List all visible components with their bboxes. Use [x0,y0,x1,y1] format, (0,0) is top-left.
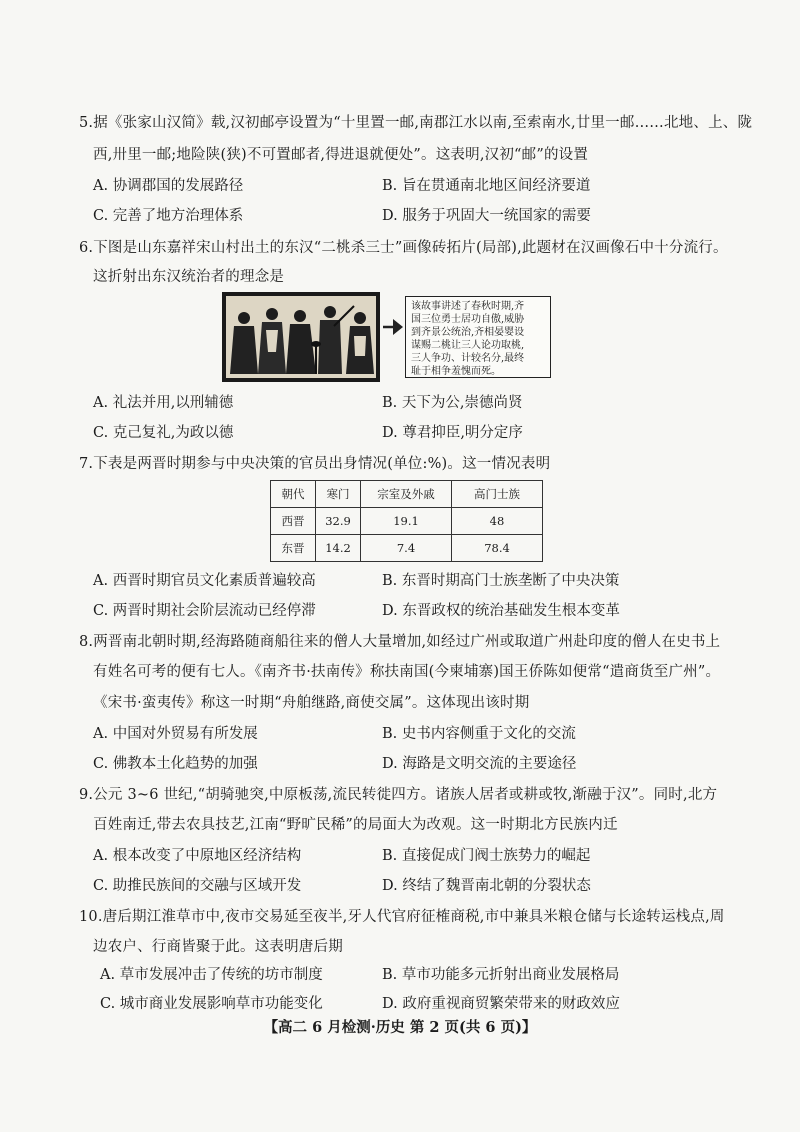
q10-stem-line-2: 边农户、行商皆聚于此。这表明唐后期 [93,939,343,955]
table-cell: 7.4 [361,535,452,562]
q9-stem-line-2: 百姓南迁,带去农具技艺,江南“野旷民稀”的局面大为改观。这一时期北方民族内迁 [93,817,618,833]
q7-option-a: A. 西晋时期官员文化素质普遍较高 [93,573,316,589]
table-cell: 78.4 [452,535,543,562]
officials-origin-table [270,480,543,562]
q7-option-c: C. 两晋时期社会阶层流动已经停滞 [93,603,316,619]
table-cell: 19.1 [361,508,452,535]
table-header-row [271,481,543,508]
q9-option-d: D. 终结了魏晋南北朝的分裂状态 [382,878,591,894]
table-cell: 48 [452,508,543,535]
q8-stem-line-1: 8.两晋南北朝时期,经海路随商船往来的僧人大量增加,如经过广州或取道广州赴印度的僧人在史书上 [79,634,721,650]
q5-stem-line-1: 5.据《张家山汉简》载,汉初邮亭设置为“十里置一邮,南郡江水以南,至索南水,廿里一邮……北地、上、陇 [79,115,753,131]
q6-option-d: D. 尊君抑臣,明分定序 [382,425,523,441]
q6-stem-line-2: 这折射出东汉统治者的理念是 [93,269,285,285]
q9-option-a: A. 根本改变了中原地区经济结构 [93,848,302,864]
table-header-cell: 寒门 [316,481,361,508]
story-callout-box: 该故事讲述了春秋时期,齐 国三位勇士居功自傲,威胁 到齐景公统治,齐相晏婴设 谋赐二桃让三人论功取桃, 三人争功、计较名分,最终 耻于相争羞愧而死。 [405,296,551,378]
q9-option-b: B. 直接促成门阀士族势力的崛起 [382,848,591,864]
table-header-cell: 朝代 [271,481,316,508]
table-cell: 西晋 [271,508,316,535]
q5-option-a: A. 协调郡国的发展路径 [93,178,244,194]
q7-stem: 7.下表是两晋时期参与中央决策的官员出身情况(单位:%)。这一情况表明 [79,456,551,472]
q8-stem-line-3: 《宋书·蛮夷传》称这一时期“舟舶继路,商使交属”。这体现出该时期 [93,695,530,711]
arrow-right-icon [381,312,405,342]
q8-stem-line-2: 有姓名可考的便有七人。《南齐书·扶南传》称扶南国(今柬埔寨)国王侨陈如便常“遣商货至广州”。 [93,664,721,680]
q10-stem-line-1: 10.唐后期江淮草市中,夜市交易延至夜半,牙人代官府征榷商税,市中兼具米粮仓储与长途转运栈点,周 [79,909,725,925]
q6-stem-line-1: 6.下图是山东嘉祥宋山村出土的东汉“二桃杀三士”画像砖拓片(局部),此题材在汉画像石中十分流行。 [79,240,728,256]
q8-option-d: D. 海路是文明交流的主要途径 [382,756,577,772]
table-cell: 32.9 [316,508,361,535]
table-row [271,535,543,562]
table-header-cell: 宗室及外戚 [361,481,452,508]
q7-option-b: B. 东晋时期高门士族垄断了中央决策 [382,573,620,589]
q10-option-d: D. 政府重视商贸繁荣带来的财政效应 [382,996,620,1012]
table-cell: 东晋 [271,535,316,562]
q10-option-b: B. 草市功能多元折射出商业发展格局 [382,967,620,983]
q10-option-c: C. 城市商业发展影响草市功能变化 [100,996,323,1012]
q10-option-a: A. 草市发展冲击了传统的坊市制度 [100,967,323,983]
q5-option-b: B. 旨在贯通南北地区间经济要道 [382,178,591,194]
q8-option-c: C. 佛教本土化趋势的加强 [93,756,258,772]
q5-stem-line-2: 西,卅里一邮;地险陕(狭)不可置邮者,得进退就便处”。这表明,汉初“邮”的设置 [93,147,589,163]
q6-option-c: C. 克己复礼,为政以德 [93,425,234,441]
table-row [271,508,543,535]
table-cell: 14.2 [316,535,361,562]
table-header-cell: 高门士族 [452,481,543,508]
q7-option-d: D. 东晋政权的统治基础发生根本变革 [382,603,620,619]
q6-option-a: A. 礼法并用,以刑辅德 [93,395,234,411]
q5-option-d: D. 服务于巩固大一统国家的需要 [382,208,591,224]
q6-option-b: B. 天下为公,崇德尚贤 [382,395,523,411]
q9-option-c: C. 助推民族间的交融与区域开发 [93,878,302,894]
q9-stem-line-1: 9.公元 3~6 世纪,“胡骑驰突,中原板荡,流民转徙四方。诸族人居者或耕或牧,渐融于汉”。同时,北方 [79,787,718,803]
q8-option-b: B. 史书内容侧重于文化的交流 [382,726,576,742]
page-footer: 【高二 6 月检测·历史 第 2 页(共 6 页)】 [263,1019,537,1036]
q5-option-c: C. 完善了地方治理体系 [93,208,244,224]
q8-option-a: A. 中国对外贸易有所发展 [93,726,258,742]
stone-relief-rubbing-image [222,292,380,382]
